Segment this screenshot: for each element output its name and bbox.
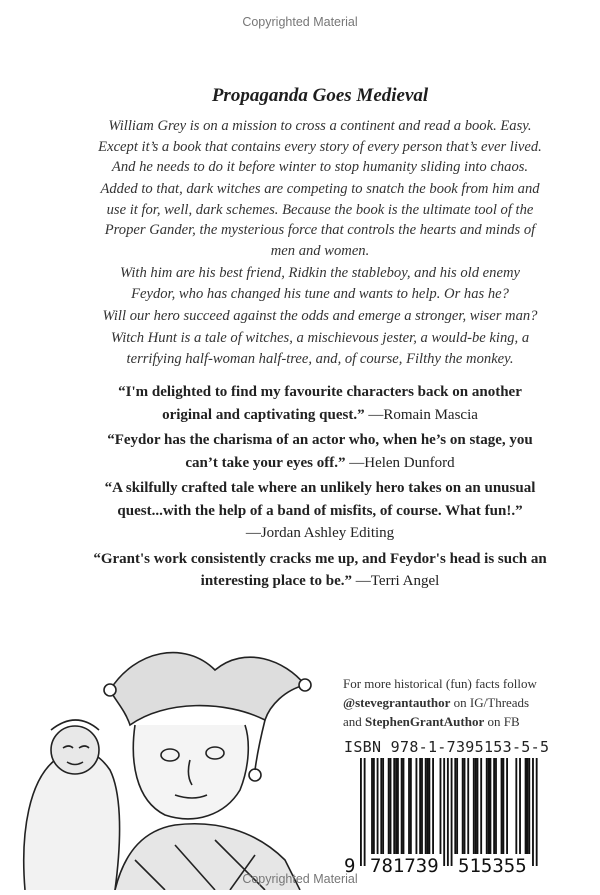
- blurb-line: With him are his best friend, Ridkin the stableboy, and his old enemy: [120, 265, 520, 282]
- facebook-handle: StephenGrantAuthor: [365, 714, 485, 729]
- barcode-bar: [428, 758, 430, 854]
- follow-line-1: For more historical (fun) facts follow: [343, 676, 537, 691]
- blurb-paragraph: [30, 179, 600, 261]
- instagram-handle: @stevegrantauthor: [343, 695, 451, 710]
- barcode-bar: [393, 758, 395, 854]
- barcode-bar: [515, 758, 517, 854]
- blurb-line: And he needs to do it before winter to stop humanity sliding into chaos.: [111, 159, 529, 176]
- blurb-paragraph: [30, 263, 600, 304]
- quote-text: quest...with the help of a band of misfits, of course. What fun!.”: [117, 502, 523, 519]
- review-quotes: [30, 381, 600, 593]
- review-quote: [30, 429, 600, 474]
- blurb-paragraph: [30, 306, 600, 327]
- barcode-bar: [502, 758, 504, 854]
- barcode-bar: [373, 758, 375, 854]
- watermark-bottom: Copyrighted Material: [242, 872, 358, 886]
- cover-text: [30, 84, 600, 596]
- barcode-bar: [527, 758, 529, 854]
- quote-author: —Helen Dunford: [349, 454, 455, 471]
- barcode-bar: [464, 758, 466, 854]
- quote-text: “Feydor has the charisma of an actor who, when he’s on stage, you: [107, 432, 533, 449]
- barcode-bar: [488, 758, 490, 854]
- barcode-bar: [377, 758, 379, 854]
- barcode-bar: [425, 758, 427, 854]
- watermark-top: Copyrighted Material: [242, 15, 358, 29]
- barcode-bar: [403, 758, 405, 854]
- quote-text: “Grant's work consistently cracks me up, and Feydor's head is such an: [93, 550, 547, 567]
- barcode-bar: [408, 758, 410, 854]
- barcode-bar: [475, 758, 477, 854]
- barcode-bar: [451, 758, 453, 866]
- barcode-bar: [501, 758, 503, 854]
- review-quote: [30, 381, 600, 426]
- blurb-line: use it for, well, dark schemes. Because the book is the ultimate tool of the: [106, 201, 534, 218]
- blurb-line: Witch Hunt is a tale of witches, a mischievous jester, a would-be king, a: [110, 329, 530, 346]
- follow-suffix-1: on IG/Threads: [450, 695, 530, 710]
- barcode-bar: [416, 758, 418, 854]
- blurb-paragraph: [30, 116, 600, 178]
- barcode-bar: [371, 758, 373, 854]
- barcode-digits: 515355: [458, 855, 527, 877]
- barcode-bar: [421, 758, 423, 854]
- barcode-bar: [364, 758, 366, 866]
- barcode-bar: [493, 758, 495, 854]
- barcode-bar: [536, 758, 538, 866]
- barcode-bar: [401, 758, 403, 854]
- blurb-line: William Grey is on a mission to cross a continent and read a book. Easy.: [108, 118, 532, 134]
- barcode-bar: [480, 758, 482, 854]
- blurb-line: Added to that, dark witches are competing to snatch the book from him and: [100, 181, 540, 198]
- barcode-bar: [388, 758, 390, 854]
- barcode-bar: [397, 758, 399, 854]
- barcode-digits: 9: [344, 855, 356, 877]
- isbn-label: ISBN 978-1-7395153-5-5: [344, 738, 550, 756]
- barcode-bar: [462, 758, 464, 854]
- barcode-bar: [410, 758, 412, 854]
- blurb-line: men and women.: [270, 243, 370, 260]
- barcode-bar: [447, 758, 449, 866]
- barcode-bar: [456, 758, 458, 854]
- barcode-bar: [486, 758, 488, 854]
- barcode-bar: [454, 758, 456, 854]
- barcode-bar: [360, 758, 362, 866]
- barcode-bar: [473, 758, 475, 854]
- blurb-line: Except it’s a book that contains every story of every person that’s ever lived.: [98, 138, 542, 155]
- quote-text: “A skilfully crafted tale where an unlikely hero takes on an unusual: [104, 480, 536, 497]
- barcode-bar: [532, 758, 534, 866]
- isbn-barcode: [340, 758, 550, 878]
- blurb-line: terrifying half-woman half-tree, and, of course, Filthy the monkey.: [126, 350, 514, 367]
- blurb-line: Feydor, who has changed his tune and wants to help. Or has he?: [131, 285, 509, 302]
- follow-suffix-2: on FB: [484, 714, 520, 729]
- quote-text: interesting place to be.”: [200, 573, 353, 590]
- quote-text: can’t take your eyes off.”: [185, 454, 346, 471]
- barcode-bar: [395, 758, 397, 854]
- barcode-bar: [519, 758, 521, 854]
- barcode-bar: [427, 758, 429, 854]
- barcode-bar: [440, 758, 442, 854]
- blurb-paragraph: [30, 328, 600, 369]
- cover-title: Propaganda Goes Medieval: [211, 85, 429, 106]
- barcode-bar: [477, 758, 479, 854]
- quote-author: —Romain Mascia: [368, 406, 478, 423]
- blurb: [30, 116, 600, 369]
- blurb-line: Will our hero succeed against the odds and emerge a stronger, wiser man?: [102, 307, 538, 324]
- follow-prefix-2: and: [343, 714, 366, 729]
- jester-and-monkey-illustration: [15, 630, 335, 890]
- quote-text: “I'm delighted to find my favourite characters back on another: [118, 384, 522, 401]
- quote-author: —Jordan Ashley Editing: [245, 525, 395, 542]
- barcode-bar: [382, 758, 384, 854]
- quote-author: —Terri Angel: [355, 573, 440, 590]
- barcode-bar: [525, 758, 527, 854]
- barcode-bar: [390, 758, 392, 854]
- barcode-digits: 781739: [370, 855, 439, 877]
- social-follow-note: [343, 674, 537, 731]
- quote-text: original and captivating quest.”: [162, 406, 365, 423]
- barcode-bar: [528, 758, 530, 854]
- barcode-bar: [419, 758, 421, 854]
- barcode-bar: [495, 758, 497, 854]
- review-quote: [30, 477, 600, 545]
- barcode-bar: [490, 758, 492, 854]
- review-quote: [30, 548, 600, 593]
- barcode-bar: [380, 758, 382, 854]
- barcode-bar: [443, 758, 445, 866]
- barcode-bar: [432, 758, 434, 854]
- blurb-line: Proper Gander, the mysterious force that controls the hearts and minds of: [104, 222, 536, 239]
- barcode-bar: [467, 758, 469, 854]
- barcode-bar: [506, 758, 508, 854]
